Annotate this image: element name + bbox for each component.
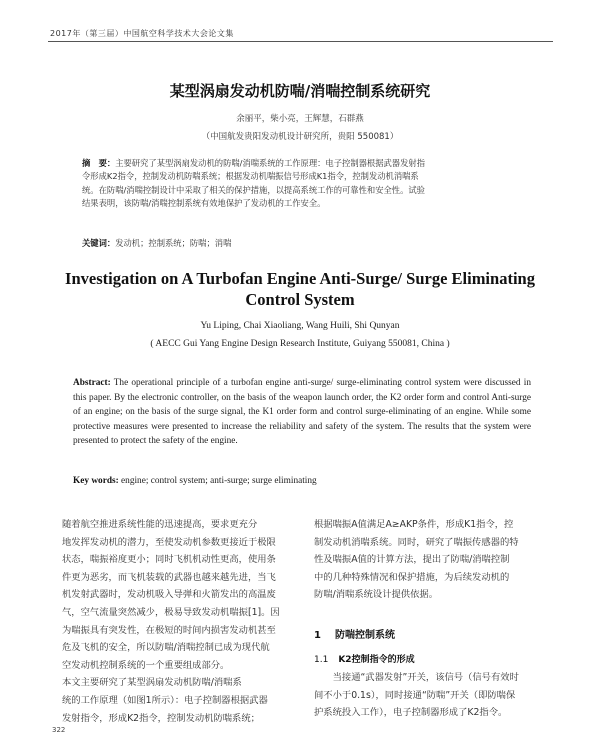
english-abstract-text: The operational principle of a turbofan engine anti-surge/ surge-eliminating control system were discussed in this paper. By the electronic controller, on the basis of the weapon launch order, the K2 order form and control Anti-surge of an engine; on the basis of the surge signal, the K1 order form and control surge-eliminating of an engine. While some protective measures were presented to increase the reliability and safety of the system. The results that the system were presented to protect the safety of the engine. — [73, 378, 532, 446]
chinese-affiliation: （中国航发贵阳发动机设计研究所，贵阳 550081） — [201, 132, 399, 142]
running-head: 2017年（第三届）中国航空科学技术大会论文集 — [50, 29, 234, 38]
header-rule — [48, 41, 553, 42]
body-line: 随着航空推进系统性能的迅速提高，要求更充分 — [62, 519, 258, 530]
section-number: 1 — [314, 630, 321, 641]
body-line: 发射指令，形成K2指令，控制发动机防喘系统； — [62, 712, 260, 724]
subsection-heading — [314, 652, 415, 665]
body-line: 为喘振具有突发性，在极短的时间内损害发动机甚至 — [62, 624, 276, 636]
chinese-abstract-label: 摘 要： — [82, 158, 116, 168]
subsection-number: 1.1 — [314, 655, 329, 665]
english-abstract-label: Abstract: — [73, 378, 111, 388]
subsection-title: K2控制指令的形成 — [338, 655, 415, 665]
body-line: 防喘/消喘系统设计提供依据。 — [314, 589, 438, 601]
chinese-abstract-line: 摘 要：主要研究了某型涡扇发动机的防喘/消喘系统的工作原理：电子控制器根据武器发射指 — [82, 158, 425, 168]
body-right-column — [314, 516, 548, 604]
english-title-line: Investigation on A Turbofan Engine Anti-Surge/ Surge Eliminating — [65, 269, 535, 288]
english-authors: Yu Liping, Chai Xiaoliang, Wang Huili, Shi Qunyan — [200, 321, 400, 331]
body-line: 制发动机消喘系统。同时，研究了喘振传感器的特 — [314, 536, 519, 548]
english-title — [30, 268, 570, 310]
body-line: 空发动机控制系统的一个重要组成部分。 — [62, 659, 230, 671]
subsection-body — [314, 669, 548, 722]
section-heading — [314, 626, 395, 641]
chinese-keywords — [82, 237, 534, 249]
body-line: 本文主要研究了某型涡扇发动机防喘/消喘系 — [62, 677, 242, 689]
english-affiliation: ( AECC Gui Yang Engine Design Research Institute, Guiyang 550081, China ) — [150, 339, 450, 349]
body-line: 状态，喘振裕度更小；同时飞机机动性更高，使用条 — [62, 554, 276, 566]
body-line: 护系统投入工作），电子控制器形成了K2指令。 — [314, 707, 508, 719]
chinese-abstract-line: 令形成K2指令，控制发动机防喘系统；根据发动机喘振信号形成K1指令，控制发动机消喘系 — [82, 171, 419, 182]
english-title-line: Control System — [245, 290, 355, 309]
body-line: 机发射武器时，发动机吸入导弹和火箭发出的高温废 — [62, 589, 276, 601]
chinese-abstract-line: 统。在防喘/消喘控制设计中采取了相关的保护措施，以提高系统工作的可靠性和安全性。试验 — [82, 184, 425, 195]
body-line: 间不小于0.1s），同时接通“防喘”开关（即防喘保 — [314, 689, 516, 701]
section-title: 防喘控制系统 — [334, 630, 395, 641]
chinese-keywords-label: 关键词： — [82, 238, 116, 248]
body-line: 中的几种特殊情况和保护措施，为后续发动机的 — [314, 571, 510, 583]
chinese-authors: 余丽平，柴小亮，王辉慧，石群燕 — [236, 114, 364, 124]
body-line: 统的工作原理（如图1所示）：电子控制器根据武器 — [62, 694, 268, 706]
body-line: 性及喘振A值的计算方法，提出了防喘/消喘控制 — [314, 554, 510, 566]
body-line: 件更为恶劣，而飞机装载的武器也越来越先进，当飞 — [62, 571, 276, 583]
body-line: 危及飞机的安全，所以防喘/消喘控制已成为现代航 — [62, 642, 270, 654]
chinese-keywords-text: 发动机；控制系统；防喘；消喘 — [115, 238, 232, 248]
english-keywords-text: engine; control system; anti-surge; surge eliminating — [121, 476, 317, 486]
body-line: 气，空气流量突然减少，极易导致发动机喘振[1]。因 — [62, 606, 280, 618]
english-keywords — [73, 476, 531, 486]
chinese-title: 某型涡扇发动机防喘/消喘控制系统研究 — [169, 82, 431, 100]
body-line: 根据喘振A值满足A≥AKP条件，形成K1指令，控 — [314, 519, 514, 530]
page-number: 322 — [52, 726, 66, 734]
english-abstract — [73, 376, 531, 449]
body-line: 地发挥发动机的潜力，至使发动机参数更接近于极限 — [62, 536, 276, 548]
body-line: 当接通“武器发射”开关，该信号（信号有效时 — [332, 672, 519, 683]
body-left-column — [62, 516, 287, 727]
chinese-abstract-line: 结果表明，该防喘/消喘控制系统有效地保护了发动机的工作安全。 — [82, 198, 326, 209]
english-keywords-label: Key words: — [73, 476, 119, 486]
chinese-abstract — [82, 157, 534, 211]
